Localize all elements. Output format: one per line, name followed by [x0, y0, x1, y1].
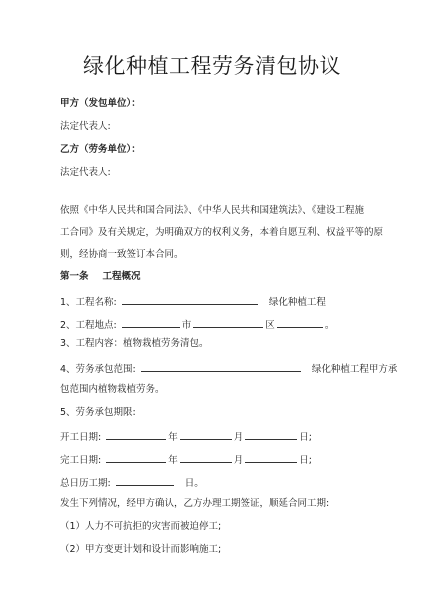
extension-intro: 发生下列情况，经甲方确认，乙方办理工期签证，顺延合同工期:	[60, 498, 330, 509]
location-city-label: 市	[181, 320, 192, 331]
article-1-title: 工程概况	[102, 271, 141, 282]
item-project-content: 3、工程内容：植物栽植劳务清包。	[60, 338, 209, 349]
start-month-blank	[180, 429, 232, 440]
preamble-line-2: 工合同》及有关规定，为明确双方的权利义务，本着自愿互利、权益平等的原	[60, 227, 384, 238]
item-labor-period: 5、劳务承包期限:	[60, 407, 136, 418]
party-a-representative: 法定代表人:	[60, 121, 111, 132]
total-duration-blank	[116, 475, 174, 486]
article-1-number: 第一条	[60, 271, 89, 282]
end-day-blank	[245, 452, 297, 463]
preamble-line-1: 依照《中华人民共和国合同法》、《中华人民共和国建筑法》、《建设工程施	[60, 205, 365, 216]
total-duration-unit: 日。	[184, 478, 204, 489]
total-duration-label: 总日历工期:	[60, 478, 111, 489]
item-project-name	[60, 294, 326, 309]
preamble-line-3: 则，经协商一致签订本合同。	[60, 249, 184, 260]
party-b-label: 乙方（劳务单位）：	[60, 144, 141, 155]
document-title: 绿化种植工程劳务清包协议	[83, 54, 341, 78]
project-name-value: 绿化种植工程	[268, 297, 326, 308]
labor-scope-continuation: 包范围内植物栽植劳务。	[60, 384, 165, 395]
extension-case-2: （2）甲方变更计划和设计而影响施工;	[60, 544, 222, 555]
project-name-label: 1、工程名称:	[60, 297, 117, 308]
extension-case-1: （1）人力不可抗拒的灾害而被迫停工;	[60, 521, 222, 532]
end-year-label: 年	[168, 455, 178, 466]
end-date-row	[60, 452, 312, 467]
start-date-label: 开工日期:	[60, 432, 102, 443]
labor-scope-value: 绿化种植工程甲方承	[311, 364, 398, 375]
location-blank-2	[193, 317, 263, 328]
start-year-blank	[106, 429, 166, 440]
item-labor-scope	[60, 361, 397, 376]
start-day-label: 日;	[299, 432, 312, 443]
end-date-label: 完工日期:	[60, 455, 102, 466]
start-date-row	[60, 429, 312, 444]
location-district-label: 区	[265, 320, 275, 331]
labor-scope-blank	[141, 361, 301, 372]
item-project-location	[60, 317, 334, 332]
article-1-heading	[60, 271, 141, 283]
location-blank-1	[122, 317, 180, 328]
end-month-label: 月	[233, 455, 244, 466]
labor-scope-label: 4、劳务承包范围:	[60, 364, 136, 375]
party-b-representative: 法定代表人:	[60, 167, 111, 178]
project-location-label: 2、工程地点:	[60, 320, 117, 331]
start-month-label: 月	[233, 432, 244, 443]
location-end: 。	[324, 320, 335, 331]
end-day-label: 日;	[299, 455, 312, 466]
end-month-blank	[180, 452, 232, 463]
start-day-blank	[245, 429, 297, 440]
location-blank-3	[277, 317, 323, 328]
project-name-blank	[122, 294, 258, 305]
party-a-label: 甲方（发包单位）：	[60, 98, 141, 109]
end-year-blank	[106, 452, 166, 463]
total-duration-row	[60, 475, 204, 490]
start-year-label: 年	[168, 432, 178, 443]
